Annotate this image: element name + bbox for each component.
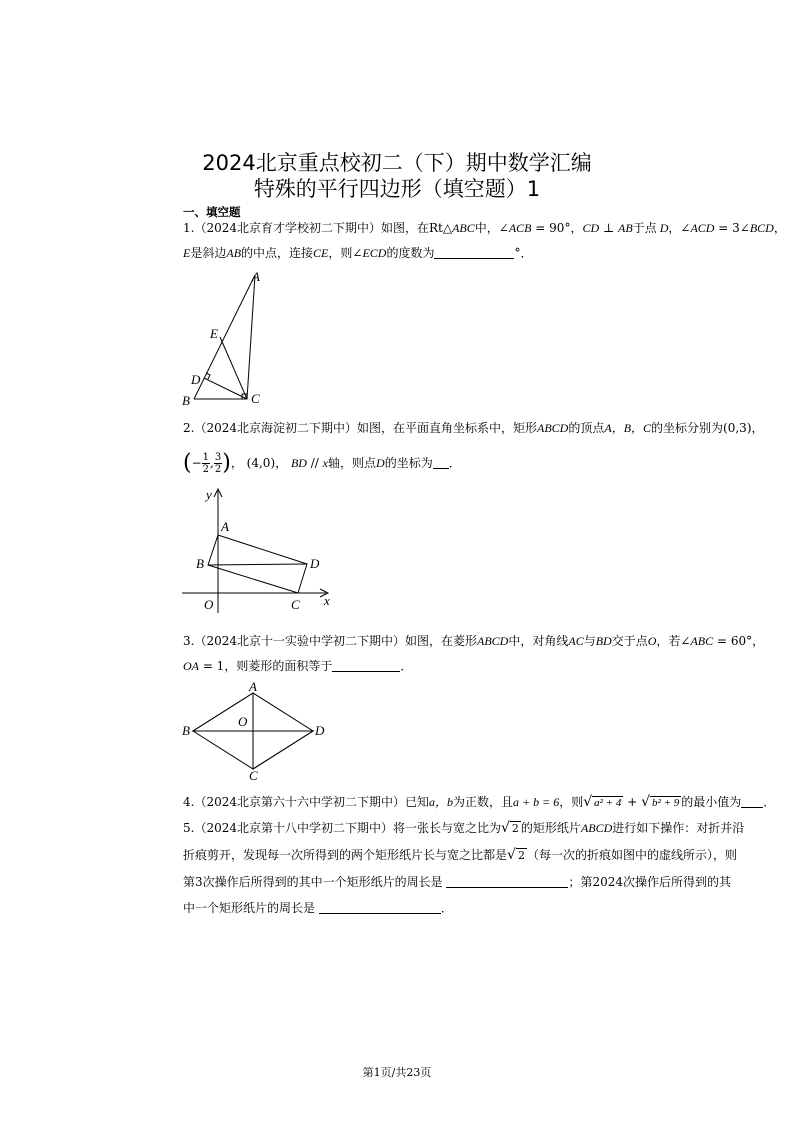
- q1-line2: [183, 245, 532, 261]
- q5-text: ；第2024次操作后所得到的其: [568, 875, 732, 889]
- q2-text: 轴，则点: [328, 456, 377, 470]
- q1-text: ，则∠: [328, 246, 363, 260]
- q4-text: 为正数，且: [453, 795, 514, 809]
- q5-text: 折痕剪开，发现每一次所得到的两个矩形纸片长与宽之比都是: [183, 848, 508, 862]
- q1-ecd: ECD: [362, 246, 387, 260]
- q3-text: 交于点: [611, 634, 648, 648]
- q3-figure: [180, 679, 330, 783]
- q1-text: 1.（2024北京育才学校初二下期中）如图，在Rt△: [183, 221, 453, 235]
- q2-frac1-num: 1: [202, 452, 210, 463]
- q2-answer-blank[interactable]: [433, 456, 449, 469]
- q3-line2: [183, 658, 412, 674]
- q3-oa: OA: [183, 659, 199, 673]
- q3-text: 3.（2024北京十一实验中学初二下期中）如图，在菱形: [183, 634, 477, 648]
- q1-cd: CD: [582, 221, 600, 235]
- q1-ab: AB: [226, 246, 242, 260]
- radical-icon: √: [583, 794, 593, 810]
- q3-o: O: [647, 634, 657, 648]
- q2-frac1-den: 2: [202, 464, 210, 475]
- q1-text: °．: [514, 246, 533, 260]
- q2-frac2: [214, 452, 222, 475]
- q4-ab: a，b: [429, 795, 454, 809]
- section-heading: 一、填空题: [183, 205, 241, 219]
- q2-label-b: B: [196, 556, 204, 571]
- q1-abc: ABC: [452, 221, 475, 235]
- q4-text: +: [623, 795, 642, 809]
- q5-text: 的矩形纸片: [520, 821, 581, 835]
- q2-line1: 2.（2024北京海淀初二下期中）如图，在平面直角坐标系中，矩形ABCD的顶点A，B，C的坐标分别为(0,3)，: [183, 421, 764, 435]
- q3-text: 与: [583, 634, 596, 648]
- q2-label-x: x: [324, 593, 330, 608]
- q3-answer-blank[interactable]: [332, 659, 400, 672]
- q4-line1: [183, 794, 775, 810]
- page-title: 2024北京重点校初二（下）期中数学汇编: [202, 151, 592, 175]
- q5-text: （每一次的折痕如图中的虚线所示），则: [526, 848, 737, 862]
- q1-label-d: D: [191, 372, 201, 387]
- q3-text: ，若∠: [656, 634, 691, 648]
- q1-figure: [180, 265, 280, 415]
- page-subtitle: 特殊的平行四边形（填空题）1: [253, 177, 541, 201]
- q1-answer-blank[interactable]: [434, 246, 514, 259]
- q2-points: A，B，C: [604, 421, 652, 435]
- q3-line1: [183, 633, 764, 649]
- q1-e: E: [183, 246, 191, 260]
- q1-label-c: C: [251, 391, 260, 406]
- q5-abcd: ABCD: [580, 821, 613, 835]
- radical-icon: √: [641, 794, 651, 810]
- q3-bd: BD: [595, 634, 612, 648]
- q2-label-c: C: [291, 597, 300, 612]
- q2-text: 的坐标为: [384, 456, 433, 470]
- q2-label-y: y: [206, 487, 212, 502]
- q1-acd: ACD: [690, 221, 715, 235]
- q1-acb: ACB: [508, 221, 532, 235]
- q4-text: 的最小值为: [681, 795, 742, 809]
- q3-label-c: C: [249, 768, 258, 783]
- q2-label-d: D: [310, 556, 320, 571]
- q3-ac: AC: [568, 634, 584, 648]
- q2-paren: (: [183, 450, 192, 476]
- q2-line2: (− $\frac{1}{2}$ , $\frac{3}{2}$ )， (4,0)， BD // x轴，则点D的坐标为 ．: [183, 450, 461, 476]
- q1-text: = 3∠: [714, 221, 750, 235]
- q3-label-d: D: [315, 723, 325, 738]
- q1-line1: [183, 220, 786, 236]
- q1-text: ⊥: [599, 221, 619, 235]
- q2-text: 的顶点: [568, 421, 605, 435]
- q5-line3: [183, 874, 731, 890]
- q5-answer-blank-2[interactable]: [319, 901, 441, 914]
- q5-text: 5.（2024北京第十八中学初二下期中）将一张长与宽之比为: [183, 821, 501, 835]
- q1-text: ，: [773, 221, 786, 235]
- q3-text: = 60°，: [713, 634, 765, 648]
- q1-bcd: BCD: [749, 221, 774, 235]
- q1-ab: AB: [618, 221, 633, 235]
- q3-label-b: B: [182, 723, 190, 738]
- q5-line1: [183, 820, 744, 836]
- q1-label-e: E: [210, 326, 218, 341]
- q4-text: ．: [763, 795, 776, 809]
- q3-text: = 1，则菱形的面积等于: [199, 659, 333, 673]
- q2-text: 2.（2024北京海淀初二下期中）如图，在平面直角坐标系中，矩形: [183, 421, 537, 435]
- q2-paren: ): [222, 450, 231, 476]
- q1-text: 的中点，连接: [241, 246, 314, 260]
- q5-text: 进行如下操作：对折并沿: [612, 821, 745, 835]
- q5-sqrt2: 2: [517, 849, 525, 862]
- q2-label-o: O: [204, 597, 214, 612]
- q1-text: = 90°，: [531, 221, 583, 235]
- q2-coord-c-value: 4,0: [251, 456, 271, 470]
- q5-line4: [183, 900, 453, 916]
- q3-label-o: O: [238, 714, 248, 729]
- q3-label-a: A: [249, 679, 257, 694]
- q2-frac2-num: 3: [214, 452, 222, 463]
- q2-figure: [180, 485, 340, 615]
- q2-coord-a-value: 0,3: [727, 421, 747, 435]
- q1-text: 于点: [632, 221, 657, 235]
- q2-d: D: [376, 456, 385, 470]
- q4-radicand-2: b² + 9: [652, 797, 680, 809]
- q3-abcd: ABCD: [477, 634, 509, 648]
- q5-text: 第3次操作后所得到的其中一个矩形纸片的周长是: [183, 875, 443, 889]
- q2-frac1: [202, 452, 210, 475]
- q3-text: ．: [400, 659, 413, 673]
- q2-frac2-den: 2: [214, 464, 222, 475]
- q1-ce: CE: [313, 246, 329, 260]
- q2-text: ．: [448, 456, 461, 470]
- q4-sum: a + b = 6: [513, 795, 560, 809]
- q1-label-a: A: [252, 269, 260, 284]
- q1-d: D: [656, 221, 669, 235]
- q2-text: 的坐标分别为: [651, 421, 724, 435]
- q2-coord-a: (0,3): [723, 421, 752, 435]
- q1-text: 中，∠: [474, 221, 509, 235]
- q2-bd: BD: [290, 456, 307, 470]
- q1-label-b: B: [182, 393, 190, 408]
- q5-text: 中一个矩形纸片的周长是: [183, 901, 316, 915]
- radical-icon: √: [507, 847, 516, 863]
- q2-x: x: [322, 456, 328, 470]
- q3-text: 中，对角线: [508, 634, 569, 648]
- q4-answer-blank[interactable]: [741, 795, 763, 808]
- q4-radicand-1: a² + 4: [594, 797, 622, 809]
- q4-text: ，则: [559, 795, 584, 809]
- q5-answer-blank-1[interactable]: [446, 875, 568, 888]
- q2-text: //: [306, 456, 323, 470]
- radical-icon: √: [501, 820, 510, 836]
- q1-text: ，∠: [668, 221, 691, 235]
- q2-label-a: A: [221, 519, 229, 534]
- q1-text: 的度数为: [386, 246, 435, 260]
- q2-coord-c: (4,0): [246, 456, 276, 470]
- q3-abc: ABC: [690, 634, 714, 648]
- page-footer: 第1页/共23页: [362, 1066, 432, 1079]
- q1-text: 是斜边: [190, 246, 227, 260]
- q5-line2: [183, 847, 737, 863]
- q5-text: ．: [440, 901, 453, 915]
- q4-text: 4.（2024北京第六十六中学初二下期中）已知: [183, 795, 429, 809]
- q2-abcd: ABCD: [537, 421, 569, 435]
- q5-sqrt2: 2: [511, 822, 519, 835]
